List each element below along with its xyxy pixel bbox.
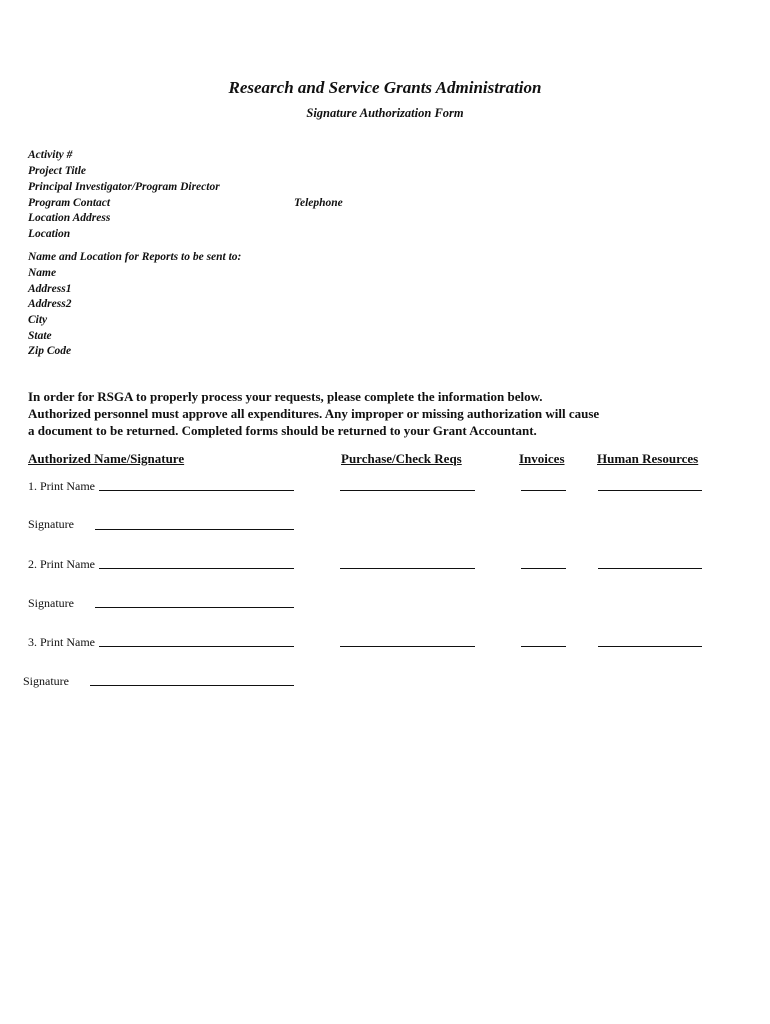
instructions-line-1: In order for RSGA to properly process your requests, please complete the information below. [28,389,543,404]
col-header-purchase: Purchase/Check Reqs [341,451,462,466]
col-header-invoices: Invoices [519,451,565,466]
activity-label: Activity # [28,149,73,161]
hr-line-1[interactable] [598,490,702,491]
col-header-hr: Human Resources [597,451,699,466]
reports-address1-label: Address1 [28,283,72,295]
reports-address2-label: Address2 [28,298,72,310]
purchase-line-1[interactable] [340,490,475,491]
purchase-line-2[interactable] [340,568,475,569]
invoices-line-1[interactable] [521,490,566,491]
invoices-line-3[interactable] [521,646,566,647]
signature-label-3: Signature [23,674,69,688]
signature-label-2: Signature [28,596,74,610]
col-header-name: Authorized Name/Signature [28,451,185,466]
signature-line-3[interactable] [90,685,294,686]
project-title-label: Project Title [28,165,87,177]
reports-state-label: State [28,330,52,342]
location-address-label: Location Address [28,212,111,224]
signature-line-1[interactable] [95,529,294,530]
reports-city-label: City [28,314,48,326]
print-name-line-3[interactable] [99,646,294,647]
telephone-label: Telephone [294,197,343,209]
print-name-label-1: 1. Print Name [28,479,95,493]
hr-line-3[interactable] [598,646,702,647]
pi-label: Principal Investigator/Program Director [28,181,220,193]
reports-name-label: Name [28,267,57,279]
instructions-line-3: a document to be returned. Completed forms should be returned to your Grant Accountant. [28,423,537,438]
program-contact-label: Program Contact [28,197,111,209]
reports-zip-label: Zip Code [28,345,72,357]
page-title: Research and Service Grants Administration [228,78,542,97]
hr-line-2[interactable] [598,568,702,569]
print-name-label-3: 3. Print Name [28,635,95,649]
signature-label-1: Signature [28,517,74,531]
invoices-line-2[interactable] [521,568,566,569]
print-name-line-1[interactable] [99,490,294,491]
print-name-line-2[interactable] [99,568,294,569]
purchase-line-3[interactable] [340,646,475,647]
form-subtitle: Signature Authorization Form [306,106,464,120]
print-name-label-2: 2. Print Name [28,557,95,571]
instructions-line-2: Authorized personnel must approve all expenditures. Any improper or missing authorization will cause [28,406,600,421]
instructions [28,388,599,439]
reports-heading: Name and Location for Reports to be sent to: [28,251,242,263]
location-label: Location [28,228,71,240]
signature-line-2[interactable] [95,607,294,608]
